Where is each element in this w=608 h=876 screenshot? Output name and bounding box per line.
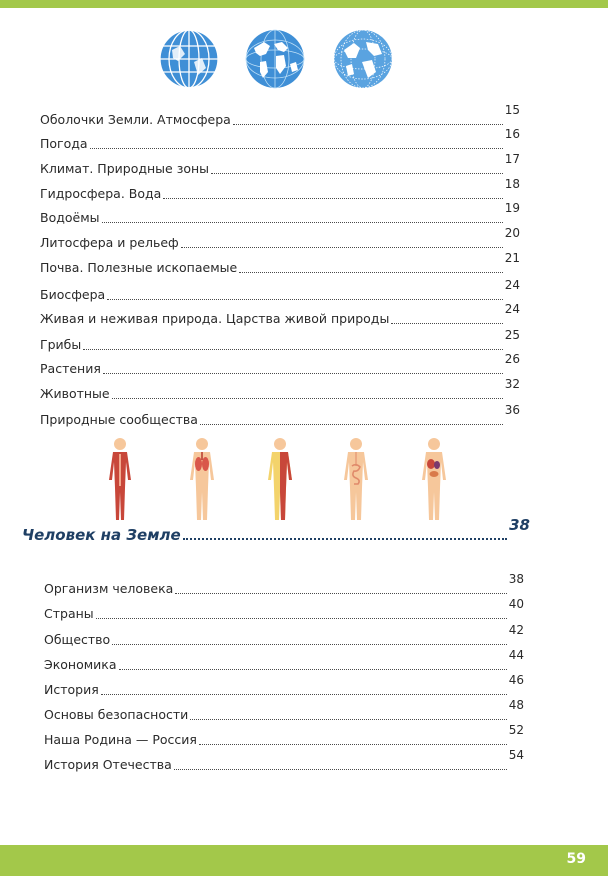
digestive-system-icon	[334, 436, 378, 522]
toc-entry-page: 24	[504, 278, 520, 292]
toc-entry-page: 54	[508, 748, 524, 762]
toc-entry-page: 18	[504, 177, 520, 191]
dot-leader	[96, 618, 507, 619]
toc-entry-title: Животные	[40, 386, 110, 401]
dot-leader	[163, 198, 502, 199]
toc-entry-page: 42	[508, 623, 524, 637]
toc-entry[interactable]	[40, 377, 520, 402]
toc-entry-page: 40	[508, 597, 524, 611]
dot-leader	[90, 148, 503, 149]
toc-entry-page: 20	[504, 226, 520, 240]
internal-organs-icon	[412, 436, 456, 522]
toc-entry-title: Природные сообщества	[40, 412, 198, 427]
globe-grid-icon	[158, 28, 220, 90]
toc-entry[interactable]	[40, 278, 520, 303]
top-accent-bar	[0, 0, 608, 8]
toc-entry-page: 25	[504, 328, 520, 342]
dot-leader	[101, 694, 507, 695]
toc-entry[interactable]	[40, 152, 520, 177]
muscular-system-icon	[98, 436, 142, 522]
toc-entry[interactable]	[44, 748, 524, 773]
dot-leader	[200, 424, 503, 425]
toc-entry-page: 15	[504, 103, 520, 117]
toc-entry[interactable]	[40, 226, 520, 251]
toc-entry-title: Биосфера	[40, 287, 106, 302]
dot-leader	[102, 222, 503, 223]
toc-entry-page: 16	[504, 127, 520, 141]
toc-entry-title: Грибы	[40, 337, 82, 352]
toc-entry-title: Общество	[44, 632, 111, 647]
toc-entry[interactable]	[40, 403, 520, 428]
dot-leader	[175, 593, 506, 594]
toc-entry-title: Растения	[40, 361, 101, 376]
section-heading-human[interactable]	[22, 518, 530, 544]
toc-entry-page: 46	[508, 673, 524, 687]
dot-leader	[239, 272, 503, 273]
toc-entry-title: История	[44, 682, 99, 697]
dot-leader	[233, 124, 503, 125]
toc-entry-title: Организм человека	[44, 581, 174, 596]
toc-entry[interactable]	[40, 328, 520, 353]
toc-entry-title: Погода	[40, 136, 88, 151]
dot-leader	[103, 373, 503, 374]
dot-leader	[199, 744, 507, 745]
toc-entry-title: Почва. Полезные ископаемые	[40, 260, 238, 275]
dot-leader	[112, 644, 507, 645]
toc-entry[interactable]	[40, 103, 520, 128]
toc-entry-page: 24	[504, 302, 520, 316]
toc-entry-title: Оболочки Земли. Атмосфера	[40, 112, 231, 127]
toc-entry[interactable]	[44, 698, 524, 723]
toc-entry-title: Экономика	[44, 657, 117, 672]
globe-illustrations	[0, 28, 608, 96]
footer-bar	[0, 845, 608, 876]
toc-entry-title: Гидросфера. Вода	[40, 186, 162, 201]
toc-entry-page: 17	[504, 152, 520, 166]
toc-entry[interactable]	[44, 597, 524, 622]
dot-leader	[181, 247, 503, 248]
toc-entry-page: 26	[504, 352, 520, 366]
dot-leader	[107, 299, 503, 300]
globe-world-map-icon	[244, 28, 306, 90]
globe-dotted-icon	[332, 28, 394, 90]
toc-entry-title: История Отечества	[44, 757, 172, 772]
toc-entry[interactable]	[44, 723, 524, 748]
toc-entry-page: 44	[508, 648, 524, 662]
toc-entry-title: Климат. Природные зоны	[40, 161, 210, 176]
section-heading-page: 38	[509, 516, 530, 534]
toc-entry[interactable]	[40, 352, 520, 377]
toc-entry[interactable]	[40, 302, 520, 327]
page-number: 59	[566, 851, 586, 867]
toc-entry-page: 19	[504, 201, 520, 215]
dot-leader	[83, 349, 502, 350]
section-heading-title: Человек на Земле	[22, 526, 181, 544]
dot-leader	[211, 173, 503, 174]
dot-leader	[174, 769, 507, 770]
toc-entry-page: 48	[508, 698, 524, 712]
toc-entry-title: Литосфера и рельеф	[40, 235, 179, 250]
toc-entry[interactable]	[44, 673, 524, 698]
toc-entry[interactable]	[40, 201, 520, 226]
toc-entry[interactable]	[40, 127, 520, 152]
toc-entry[interactable]	[44, 623, 524, 648]
toc-entry-title: Основы безопасности	[44, 707, 189, 722]
toc-entry-title: Наша Родина — Россия	[44, 732, 197, 747]
toc-entry-page: 36	[504, 403, 520, 417]
dot-leader	[391, 323, 502, 324]
toc-entry[interactable]	[40, 251, 520, 276]
human-body-illustrations	[0, 436, 608, 526]
toc-entry-page: 32	[504, 377, 520, 391]
dot-leader	[190, 719, 506, 720]
toc-entry-page: 52	[508, 723, 524, 737]
toc-entry-title: Водоёмы	[40, 210, 100, 225]
toc-entry[interactable]	[44, 648, 524, 673]
toc-entry[interactable]	[40, 177, 520, 202]
toc-entry-page: 38	[508, 572, 524, 586]
toc-entry[interactable]	[44, 572, 524, 597]
respiratory-system-icon	[180, 436, 224, 522]
toc-entry-title: Страны	[44, 606, 94, 621]
dot-leader	[112, 398, 503, 399]
dot-leader	[183, 538, 508, 540]
skeleton-muscles-icon	[258, 436, 302, 522]
dot-leader	[119, 669, 507, 670]
toc-entry-page: 21	[504, 251, 520, 265]
toc-entry-title: Живая и неживая природа. Царства живой природы	[40, 311, 390, 326]
